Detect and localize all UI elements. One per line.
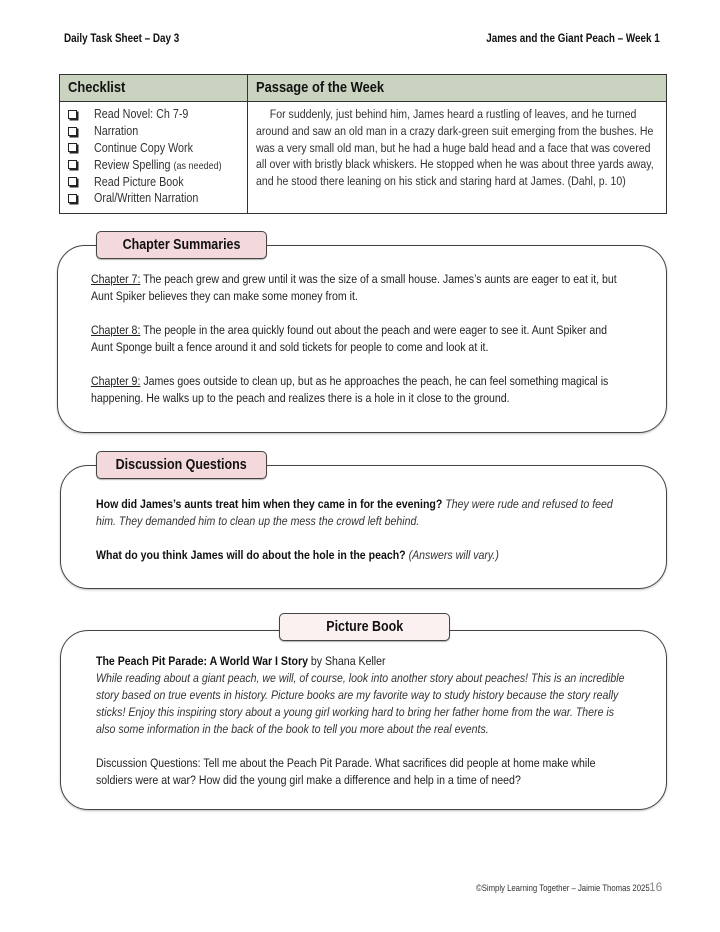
chapter-summary-text: James goes outside to clean up, but as he approaches the peach, he can feel something magical is happening. He walks up to the peach and realizes there is a hole in it close to the ground. bbox=[91, 374, 609, 405]
checklist-item[interactable] bbox=[68, 140, 239, 157]
page-number: 16 bbox=[649, 880, 663, 894]
checklist-item-label: Oral/Written Narration bbox=[94, 191, 199, 206]
book-author: by Shana Keller bbox=[307, 654, 386, 668]
discussion-question bbox=[96, 496, 635, 530]
worksheet-title: Daily Task Sheet – Day 3 bbox=[64, 33, 180, 45]
picture-book-content bbox=[96, 653, 636, 789]
book-info bbox=[96, 653, 635, 670]
checklist-item-label: Continue Copy Work bbox=[94, 140, 193, 155]
passage-title: Passage of the Week bbox=[256, 79, 385, 96]
checklist-item[interactable] bbox=[68, 123, 239, 140]
question-text: What do you think James will do about the hole in the peach? bbox=[96, 548, 406, 562]
checkbox-icon[interactable] bbox=[68, 143, 77, 152]
chapter-summary bbox=[91, 373, 630, 407]
chapter-summaries-content bbox=[91, 271, 631, 424]
chapter-label: Chapter 7: bbox=[91, 272, 141, 286]
chapter-summary bbox=[91, 271, 630, 305]
checkbox-icon[interactable] bbox=[68, 194, 77, 203]
discussion-questions-title: Discussion Questions bbox=[96, 451, 267, 479]
checklist-item-label: Narration bbox=[94, 124, 139, 139]
checklist-item-note: (as needed) bbox=[173, 159, 222, 172]
book-week-title: James and the Giant Peach – Week 1 bbox=[486, 33, 660, 45]
book-description: While reading about a giant peach, we will, of course, look into another story about peaches! This is an incredible story based on true events in history. Picture books are my favorite way to study history because the story really sticks! Enjoy this inspiring story about a young girl working hard to bring her father home from the war. There is also some information in the back of the book to tell you more about the real events. bbox=[96, 671, 625, 736]
checkbox-icon[interactable] bbox=[68, 110, 77, 119]
checklist-header bbox=[60, 75, 248, 102]
question-text: How did James’s aunts treat him when they came in for the evening? bbox=[96, 497, 443, 511]
checklist bbox=[60, 102, 248, 213]
chapter-summaries-title: Chapter Summaries bbox=[96, 231, 267, 259]
checklist-item-label: Review Spelling (as needed) bbox=[94, 157, 222, 172]
checklist-item[interactable] bbox=[68, 190, 239, 207]
checklist-item[interactable] bbox=[68, 173, 239, 190]
chapter-label: Chapter 8: bbox=[91, 323, 141, 337]
passage-header bbox=[248, 75, 666, 102]
answer-text: (Answers will vary.) bbox=[405, 548, 499, 562]
book-title: The Peach Pit Parade: A World War I Story bbox=[96, 654, 308, 668]
checkbox-icon[interactable] bbox=[68, 160, 77, 169]
chapter-summary bbox=[91, 322, 630, 356]
checkbox-icon[interactable] bbox=[68, 127, 77, 136]
chapter-summary-text: The people in the area quickly found out about the peach and were eager to see it. Aunt Spiker and Aunt Sponge built a fence around it and sold tickets for people to come and look at it. bbox=[91, 323, 608, 354]
discussion-question bbox=[96, 547, 635, 564]
checklist-item-label: Read Novel: Ch 7-9 bbox=[94, 107, 189, 122]
copyright: ©Simply Learning Together – Jaimie Thomas 2025 bbox=[476, 883, 650, 893]
picture-book-title: Picture Book bbox=[279, 613, 450, 641]
checkbox-icon[interactable] bbox=[68, 177, 77, 186]
chapter-summary-text: The peach grew and grew until it was the size of a small house. James’s aunts are eager to eat it, but Aunt Spiker believes they can make some money from it. bbox=[91, 272, 617, 303]
checklist-item-label: Read Picture Book bbox=[94, 174, 184, 189]
answer-text: They were rude and refused to feed him. They demanded him to clean up the mess the crowd left behind. bbox=[96, 497, 613, 528]
checklist-item[interactable] bbox=[68, 156, 239, 173]
checklist-title: Checklist bbox=[68, 79, 126, 96]
chapter-label: Chapter 9: bbox=[91, 374, 141, 388]
discussion-questions-content bbox=[96, 496, 636, 581]
passage-text: For suddenly, just behind him, James heard a rustling of leaves, and he turned around and saw an old man in a crazy dark-green suit emerging from the bushes. He was a very small old man, but he had a huge bald head and a face that was covered all over with bristly black whiskers. He stopped when he was about three yards away, and he stood there leaning on his stick and staring hard at James. (Dahl, p. 10) bbox=[256, 107, 654, 189]
book-discussion-questions: Discussion Questions: Tell me about the Peach Pit Parade. What sacrifices did people at home make while soldiers were at war? How did the young girl make a difference and help in a time of need? bbox=[96, 756, 596, 787]
checklist-passage-table bbox=[59, 74, 667, 214]
passage-cell bbox=[248, 102, 666, 213]
checklist-item[interactable] bbox=[68, 106, 239, 123]
